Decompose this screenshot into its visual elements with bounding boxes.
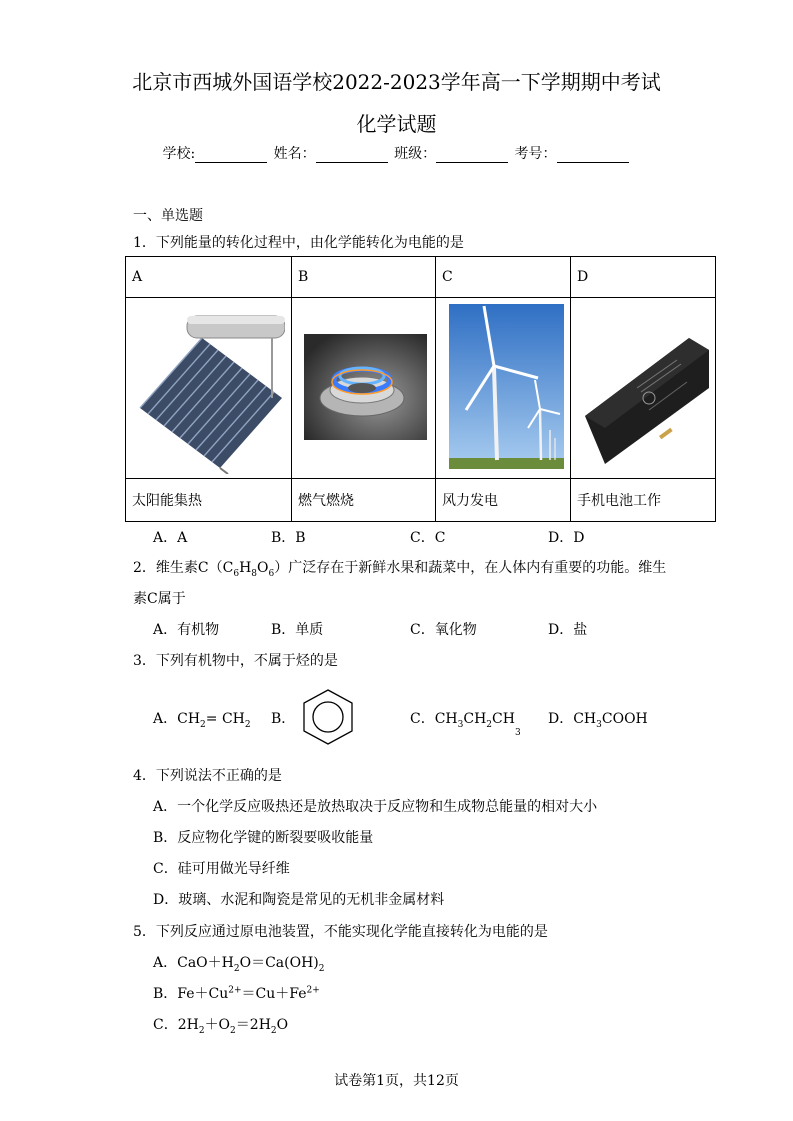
q1-stem: 1．下列能量的转化过程中，由化学能转化为电能的是 xyxy=(133,235,464,251)
q2-option-d[interactable]: D．盐 xyxy=(548,622,588,638)
q3-d-rest: COOH xyxy=(601,711,648,727)
q5-b-sup2: 2+ xyxy=(306,985,320,996)
q3-c-sub3: 3 xyxy=(514,727,521,738)
q1-image-d-cell xyxy=(571,298,716,479)
school-field[interactable] xyxy=(195,148,267,163)
q5-b-sup1: 2+ xyxy=(228,985,242,996)
q2-text-a: 2．维生素C（C xyxy=(133,560,234,576)
q5-a-2: O＝Ca(OH) xyxy=(239,955,319,971)
student-info-line xyxy=(0,143,793,163)
class-field[interactable] xyxy=(436,148,508,163)
q5-c-s3: 2 xyxy=(270,1025,277,1036)
q3-c-sub2: 2 xyxy=(486,719,493,730)
section-heading: 一、单选题 xyxy=(133,208,203,224)
q5-option-b[interactable] xyxy=(153,983,320,1003)
q5-option-a[interactable] xyxy=(153,952,324,974)
q3-c-sub1: 3 xyxy=(457,719,464,730)
page-footer: 试卷第1页，共12页 xyxy=(334,1073,459,1089)
q5-c-1: C．2H xyxy=(153,1017,199,1033)
q3-a-text: A．CH xyxy=(153,711,201,727)
q1-header-a: A xyxy=(126,257,292,298)
q2-sub-1: 6 xyxy=(233,568,240,579)
q3-a-sub: 2 xyxy=(200,719,206,730)
q1-option-a[interactable]: A．A xyxy=(153,530,188,546)
solar-heater-image xyxy=(132,298,285,474)
q2-option-c[interactable]: C．氧化物 xyxy=(410,622,477,638)
q2-o: O xyxy=(257,560,269,576)
name-label: 姓名： xyxy=(273,146,316,162)
q2-stem-line2: 素C属于 xyxy=(133,591,186,607)
q1-caption-d: 手机电池工作 xyxy=(571,479,716,522)
q4-option-a[interactable]: A．一个化学反应吸热还是放热取决于反应物和生成物总能量的相对大小 xyxy=(153,799,598,815)
q5-a-s1: 2 xyxy=(233,963,240,974)
q5-c-s1: 2 xyxy=(198,1025,205,1036)
q1-option-d[interactable]: D．D xyxy=(548,530,585,546)
q3-option-b[interactable] xyxy=(271,708,295,728)
q4-option-c[interactable]: C．硅可用做光导纤维 xyxy=(153,861,290,877)
exam-no-field[interactable] xyxy=(557,148,629,163)
phone-battery-image xyxy=(577,298,709,474)
q5-a-s2: 2 xyxy=(318,963,325,974)
q2-text-b: ）广泛存在于新鲜水果和蔬菜中，在人体内有重要的功能。维生 xyxy=(274,560,667,576)
q2-h: H xyxy=(239,560,252,576)
q1-caption-c: 风力发电 xyxy=(436,479,571,522)
q3-a-rest: = CH xyxy=(205,711,245,727)
q5-b-1: B．Fe＋Cu xyxy=(153,986,229,1002)
q5-stem: 5．下列反应通过原电池装置，不能实现化学能直接转化为电能的是 xyxy=(133,924,548,940)
school-label: 学校: xyxy=(162,146,196,162)
q4-option-b[interactable]: B．反应物化学键的断裂要吸收能量 xyxy=(153,830,374,846)
q2-sub-2: 8 xyxy=(251,568,258,579)
q1-option-b[interactable]: B．B xyxy=(271,530,306,546)
q3-d-sub: 3 xyxy=(596,719,602,730)
q5-option-c[interactable] xyxy=(153,1014,288,1036)
q1-header-d: D xyxy=(571,257,716,298)
q3-c-mid: CH xyxy=(463,711,487,727)
q1-table xyxy=(125,256,716,522)
q3-option-d[interactable] xyxy=(548,708,648,730)
q5-c-4: O xyxy=(276,1017,289,1033)
q5-b-2: ＝Cu＋Fe xyxy=(241,986,307,1002)
q2-sub-3: 6 xyxy=(268,568,275,579)
exam-no-label: 考号： xyxy=(514,146,557,162)
name-field[interactable] xyxy=(316,148,388,163)
q1-image-a-cell xyxy=(126,298,292,479)
q1-option-c[interactable]: C．C xyxy=(410,530,446,546)
q4-stem: 4．下列说法不正确的是 xyxy=(133,768,282,784)
benzene-ring-icon xyxy=(298,686,358,748)
q1-caption-a: 太阳能集热 xyxy=(126,479,292,522)
q3-option-a[interactable] xyxy=(153,708,251,730)
q2-option-a[interactable]: A．有机物 xyxy=(153,622,220,638)
q1-header-b: B xyxy=(292,257,436,298)
exam-title: 北京市西城外国语学校2022-2023学年高一下学期期中考试 xyxy=(132,70,661,94)
q2-stem-line1 xyxy=(133,557,666,579)
q3-d-text: D．CH xyxy=(548,711,597,727)
q5-a-1: A．CaO＋H xyxy=(153,955,234,971)
q3-b-text: B． xyxy=(271,711,296,727)
exam-subtitle: 化学试题 xyxy=(356,112,437,136)
q5-c-3: ＝2H xyxy=(235,1017,271,1033)
gas-stove-image xyxy=(298,298,429,474)
q5-c-2: ＋O xyxy=(204,1017,231,1033)
q3-option-c[interactable] xyxy=(410,708,521,738)
q1-image-c-cell xyxy=(436,298,571,479)
q5-c-s2: 2 xyxy=(230,1025,236,1036)
q3-c-mid2: CH xyxy=(492,711,515,727)
q3-stem: 3．下列有机物中，不属于烃的是 xyxy=(133,653,338,669)
q3-c-text: C．CH xyxy=(410,711,458,727)
q2-option-b[interactable]: B．单质 xyxy=(271,622,324,638)
class-label: 班级： xyxy=(394,146,437,162)
wind-turbine-image xyxy=(442,298,564,474)
q4-option-d[interactable]: D．玻璃、水泥和陶瓷是常见的无机非金属材料 xyxy=(153,892,445,908)
q1-image-b-cell xyxy=(292,298,436,479)
q1-caption-b: 燃气燃烧 xyxy=(292,479,436,522)
q1-header-c: C xyxy=(436,257,571,298)
q3-a-sub2: 2 xyxy=(244,719,251,730)
